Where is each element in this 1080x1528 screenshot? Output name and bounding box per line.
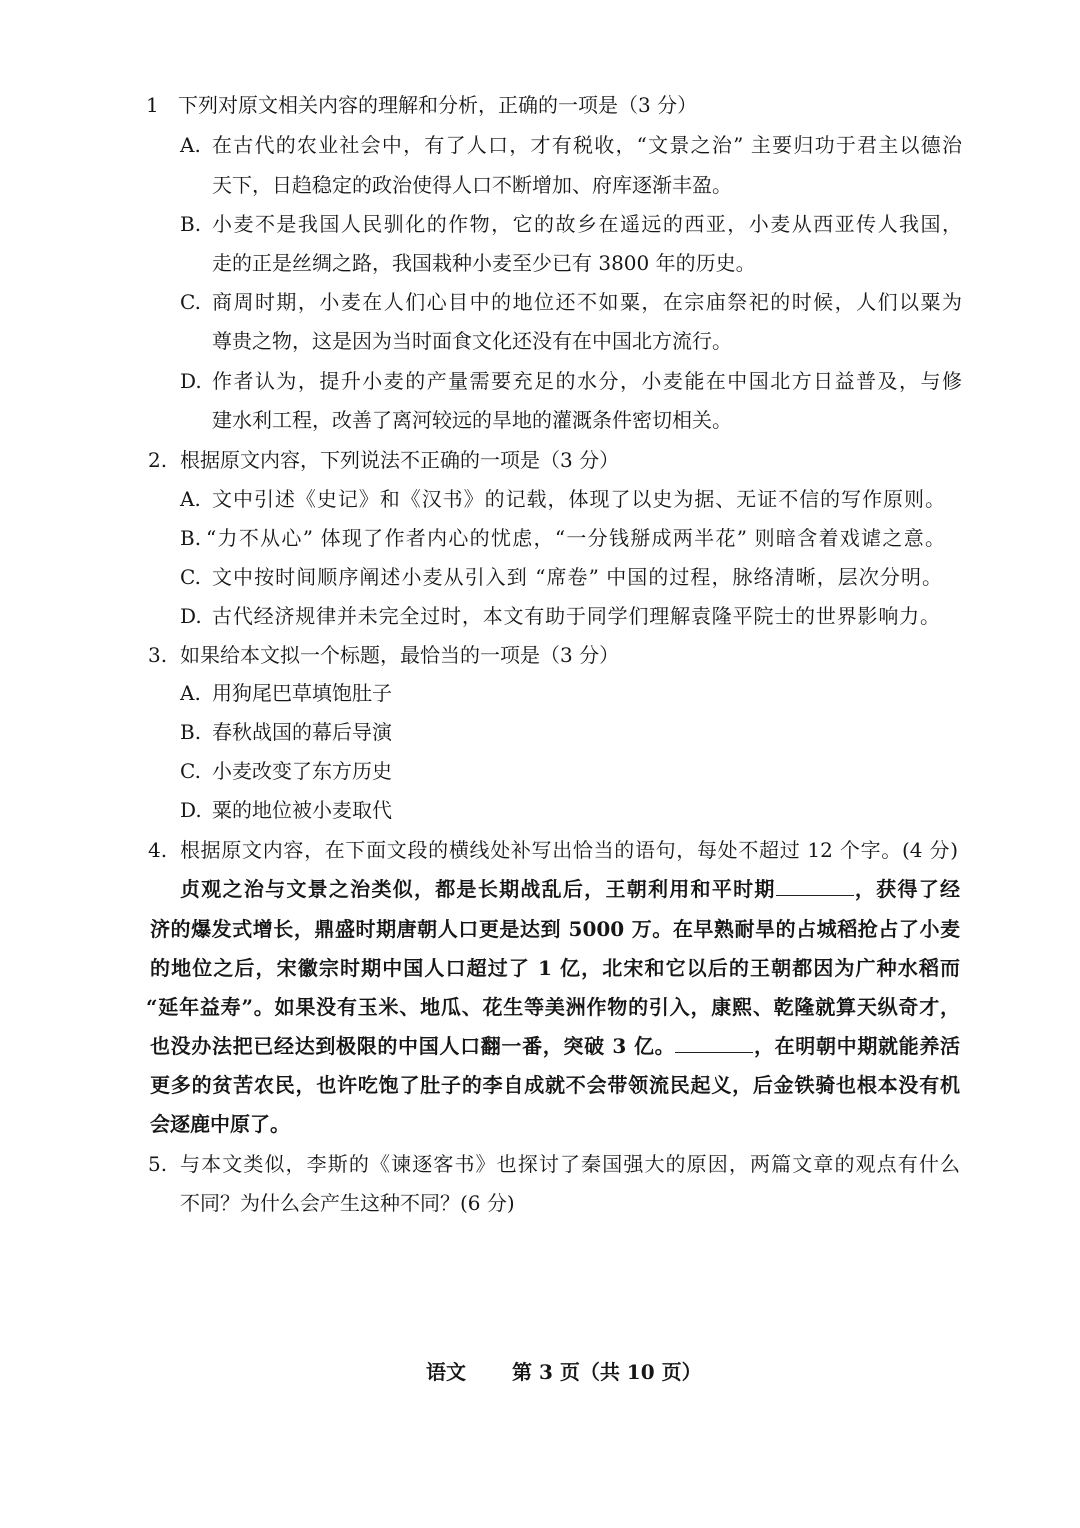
question-stem: 根据原文内容，下列说法不正确的一项是（3 分） bbox=[180, 448, 620, 472]
passage-line: “延年益寿”。如果没有玉米、地瓜、花生等美洲作物的引入，康熙、乾隆就算天纵奇才， bbox=[146, 995, 960, 1019]
option-text: 天下，日趋稳定的政治使得人口不断增加、府库逐渐丰盈。 bbox=[212, 173, 732, 197]
option-text: 用狗尾巴草填饱肚子 bbox=[212, 681, 392, 705]
option-text: 商周时期，小麦在人们心目中的地位还不如粟，在宗庙祭祀的时候，人们以粟为 bbox=[212, 290, 962, 314]
passage-line: 会逐鹿中原了。 bbox=[150, 1112, 290, 1136]
question-number: 2. bbox=[148, 448, 168, 472]
option-text: 古代经济规律并未完全过时，本文有助于同学们理解袁隆平院士的世界影响力。 bbox=[212, 604, 940, 628]
option-label: D. bbox=[180, 798, 202, 822]
page-number: 第 3 页（共 10 页） bbox=[512, 1360, 702, 1384]
question-number: 5. bbox=[148, 1152, 168, 1176]
option-label: C. bbox=[180, 290, 201, 314]
option-label: B. bbox=[180, 720, 202, 744]
passage-line bbox=[180, 874, 960, 904]
option-text: 尊贵之物，这是因为当时面食文化还没有在中国北方流行。 bbox=[212, 329, 732, 353]
option-text: 走的正是丝绸之路，我国栽种小麦至少已有 3800 年的历史。 bbox=[212, 251, 756, 275]
option-text: 小麦改变了东方历史 bbox=[212, 759, 392, 783]
passage-text: ，在明朝中期就能养活 bbox=[753, 1034, 961, 1058]
question-stem: 与本文类似，李斯的《谏逐客书》也探讨了秦国强大的原因，两篇文章的观点有什么 bbox=[180, 1152, 960, 1176]
option-text: 文中按时间顺序阐述小麦从引入到 “席卷” 中国的过程，脉络清晰，层次分明。 bbox=[212, 565, 942, 589]
question-stem: 不同？为什么会产生这种不同？(6 分) bbox=[180, 1191, 515, 1215]
option-label: B. bbox=[180, 526, 202, 550]
question-number: 1 bbox=[146, 93, 159, 117]
question-stem: 下列对原文相关内容的理解和分析，正确的一项是（3 分） bbox=[178, 93, 698, 117]
question-number: 3. bbox=[148, 643, 168, 667]
answer-blank bbox=[675, 1032, 753, 1053]
passage-line: 济的爆发式增长，鼎盛时期唐朝人口更是达到 5000 万。在早熟耐旱的占城稻抢占了小麦 bbox=[150, 917, 960, 941]
question-stem: 根据原文内容，在下面文段的横线处补写出恰当的语句，每处不超过 12 个字。(4 分) bbox=[180, 838, 958, 862]
subject-name: 语文 bbox=[426, 1360, 466, 1384]
option-label: B. bbox=[180, 212, 202, 236]
option-label: C. bbox=[180, 759, 201, 783]
question-number: 4. bbox=[148, 838, 168, 862]
passage-text: 也没办法把已经达到极限的中国人口翻一番，突破 3 亿。 bbox=[150, 1034, 676, 1058]
passage-line: 更多的贫苦农民，也许吃饱了肚子的李自成就不会带领流民起义，后金铁骑也根本没有机 bbox=[150, 1073, 960, 1097]
option-text: “力不从心” 体现了作者内心的忧虑，“一分钱掰成两半花” 则暗含着戏谑之意。 bbox=[206, 526, 945, 550]
option-label: D. bbox=[180, 604, 202, 628]
option-label: C. bbox=[180, 565, 201, 589]
option-label: D. bbox=[180, 369, 202, 393]
option-label: A. bbox=[180, 133, 201, 157]
passage-text: ，获得了经 bbox=[853, 877, 961, 901]
answer-blank bbox=[776, 875, 854, 896]
option-text: 建水利工程，改善了离河较远的旱地的灌溉条件密切相关。 bbox=[212, 408, 732, 432]
option-text: 粟的地位被小麦取代 bbox=[212, 798, 392, 822]
option-text: 春秋战国的幕后导演 bbox=[212, 720, 392, 744]
option-text: 在古代的农业社会中，有了人口，才有税收，“文景之治” 主要归功于君主以德治 bbox=[212, 133, 962, 157]
passage-line: 的地位之后，宋徽宗时期中国人口超过了 1 亿，北宋和它以后的王朝都因为广种水稻而 bbox=[150, 956, 960, 980]
passage-text: 贞观之治与文景之治类似，都是长期战乱后，王朝利用和平时期 bbox=[180, 877, 776, 901]
question-stem: 如果给本文拟一个标题，最恰当的一项是（3 分） bbox=[180, 643, 620, 667]
option-text: 文中引述《史记》和《汉书》的记载，体现了以史为据、无证不信的写作原则。 bbox=[212, 487, 945, 511]
option-text: 小麦不是我国人民驯化的作物，它的故乡在遥远的西亚，小麦从西亚传人我国， bbox=[212, 212, 962, 236]
option-label: A. bbox=[180, 681, 201, 705]
passage-line bbox=[150, 1031, 960, 1061]
option-text: 作者认为，提升小麦的产量需要充足的水分，小麦能在中国北方日益普及，与修 bbox=[212, 369, 962, 393]
option-label: A. bbox=[180, 487, 201, 511]
